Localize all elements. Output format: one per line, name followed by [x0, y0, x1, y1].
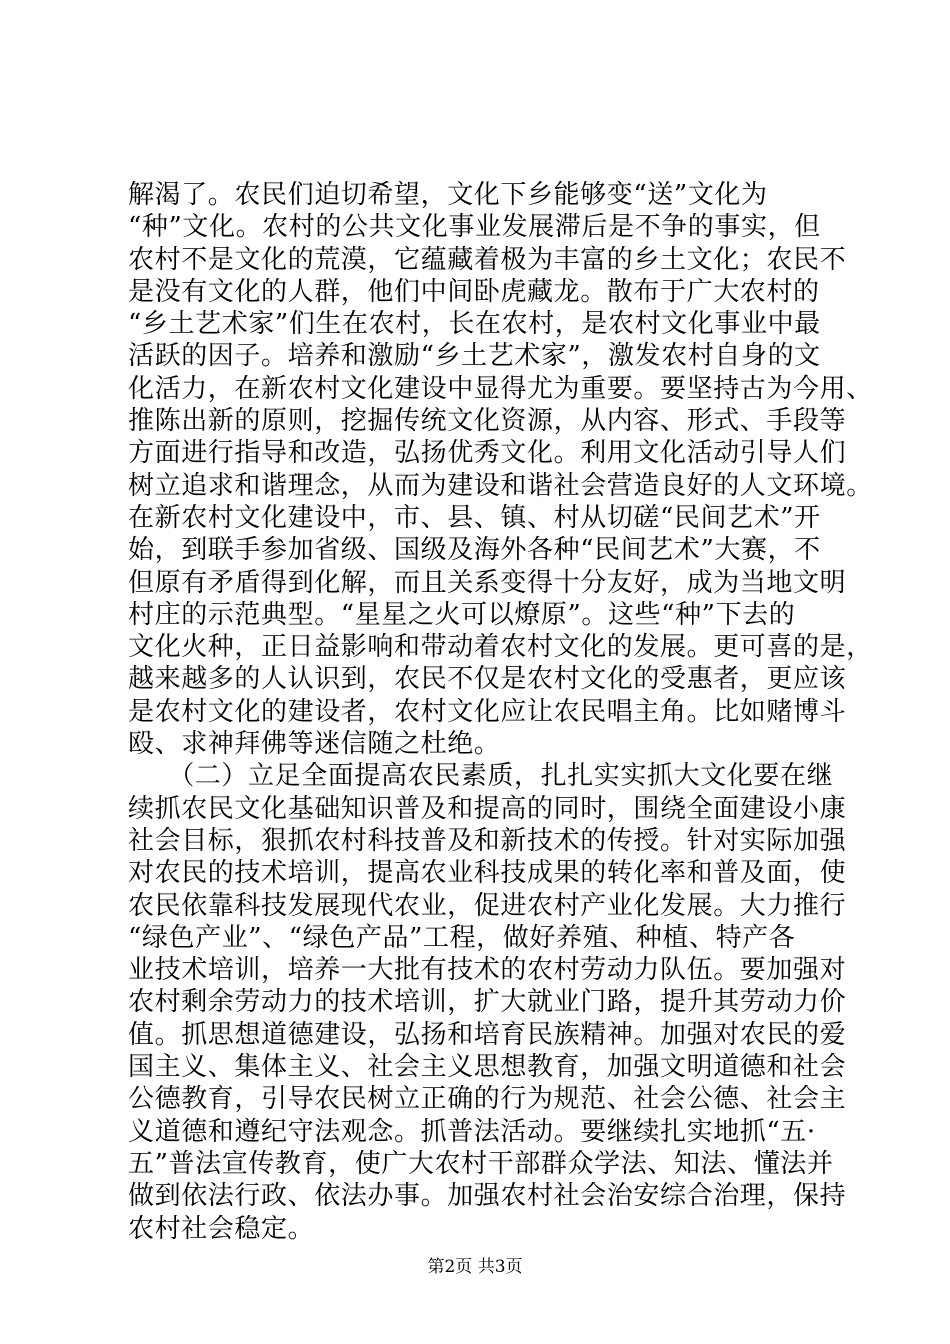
- text-line: 业技术培训，培养一大批有技术的农村劳动力队伍。要加强对: [128, 955, 847, 986]
- text-line: 义道德和遵纪守法观念。抓普法活动。要继续扎实地抓“五·: [128, 1116, 816, 1147]
- text-line: 农村社会稳定。: [128, 1213, 315, 1244]
- text-line: 是没有文化的人群，他们中间卧虎藏龙。散布于广大农村的: [128, 276, 820, 307]
- text-line: 国主义、集体主义、社会主义思想教育，加强文明道德和社会: [128, 1052, 847, 1083]
- text-line: 做到依法行政、依法办事。加强农村社会治安综合治理，保持: [128, 1181, 847, 1212]
- text-line: （二）立足全面提高农民素质，扎扎实实抓大文化要在继: [128, 761, 834, 792]
- body-text: [128, 179, 873, 1245]
- text-line: 是农村文化的建设者，农村文化应让农民唱主角。比如赌博斗: [128, 696, 847, 727]
- text-line: 化活力，在新农村文化建设中显得尤为重要。要坚持古为今用、: [128, 373, 873, 404]
- text-line: 公德教育，引导农民树立正确的行为规范、社会公德、社会主: [128, 1084, 847, 1115]
- text-line: “种”文化。农村的公共文化事业发展滞后是不争的事实，但: [128, 212, 821, 243]
- text-line: 推陈出新的原则，挖掘传统文化资源，从内容、形式、手段等: [128, 406, 847, 437]
- text-line: “乡土艺术家”们生在农村，长在农村，是农村文化事业中最: [128, 309, 821, 340]
- text-line: 方面进行指导和改造，弘扬优秀文化。利用文化活动引导人们: [128, 438, 847, 469]
- text-line: 农民依靠科技发展现代农业，促进农村产业化发展。大力推行: [128, 890, 847, 921]
- text-line: 在新农村文化建设中，市、县、镇、村从切磋“民间艺术”开: [128, 502, 821, 533]
- text-line: 越来越多的人认识到，农民不仅是农村文化的受惠者，更应该: [128, 664, 847, 695]
- text-line: 文化火种，正日益影响和带动着农村文化的发展。更可喜的是，: [128, 632, 873, 663]
- text-line: 始，到联手参加省级、国级及海外各种“民间艺术”大赛，不: [128, 535, 821, 566]
- text-line: 村庄的示范典型。“星星之火可以燎原”。这些“种”下去的: [128, 599, 796, 630]
- text-line: 社会目标，狠抓农村科技普及和新技术的传授。针对实际加强: [128, 825, 847, 856]
- text-line: 五”普法宣传教育，使广大农村干部群众学法、知法、懂法并: [128, 1148, 834, 1179]
- text-line: 活跃的因子。培养和激励“乡土艺术家”，激发农村自身的文: [128, 341, 821, 372]
- text-line: 解渴了。农民们迫切希望，文化下乡能够变“送”文化为: [128, 180, 768, 210]
- text-line: 对农民的技术培训，提高农业科技成果的转化率和普及面，使: [128, 858, 847, 889]
- text-line: 树立追求和谐理念，从而为建设和谐社会营造良好的人文环境。: [128, 470, 873, 501]
- text-line: 续抓农民文化基础知识普及和提高的同时，围绕全面建设小康: [128, 793, 847, 824]
- text-line: 农村不是文化的荒漠，它蕴藏着极为丰富的乡土文化；农民不: [128, 244, 847, 275]
- page-footer: 第2页 共3页: [427, 1257, 523, 1277]
- text-line: 但原有矛盾得到化解，而且关系变得十分友好，成为当地文明: [128, 567, 847, 598]
- text-line: 农村剩余劳动力的技术培训，扩大就业门路，提升其劳动力价: [128, 987, 847, 1018]
- text-line: 值。抓思想道德建设，弘扬和培育民族精神。加强对农民的爱: [128, 1019, 847, 1050]
- text-line: “绿色产业”、“绿色产品”工程，做好养殖、种植、特产各: [128, 922, 796, 953]
- text-line: 殴、求神拜佛等迷信随之杜绝。: [128, 729, 501, 760]
